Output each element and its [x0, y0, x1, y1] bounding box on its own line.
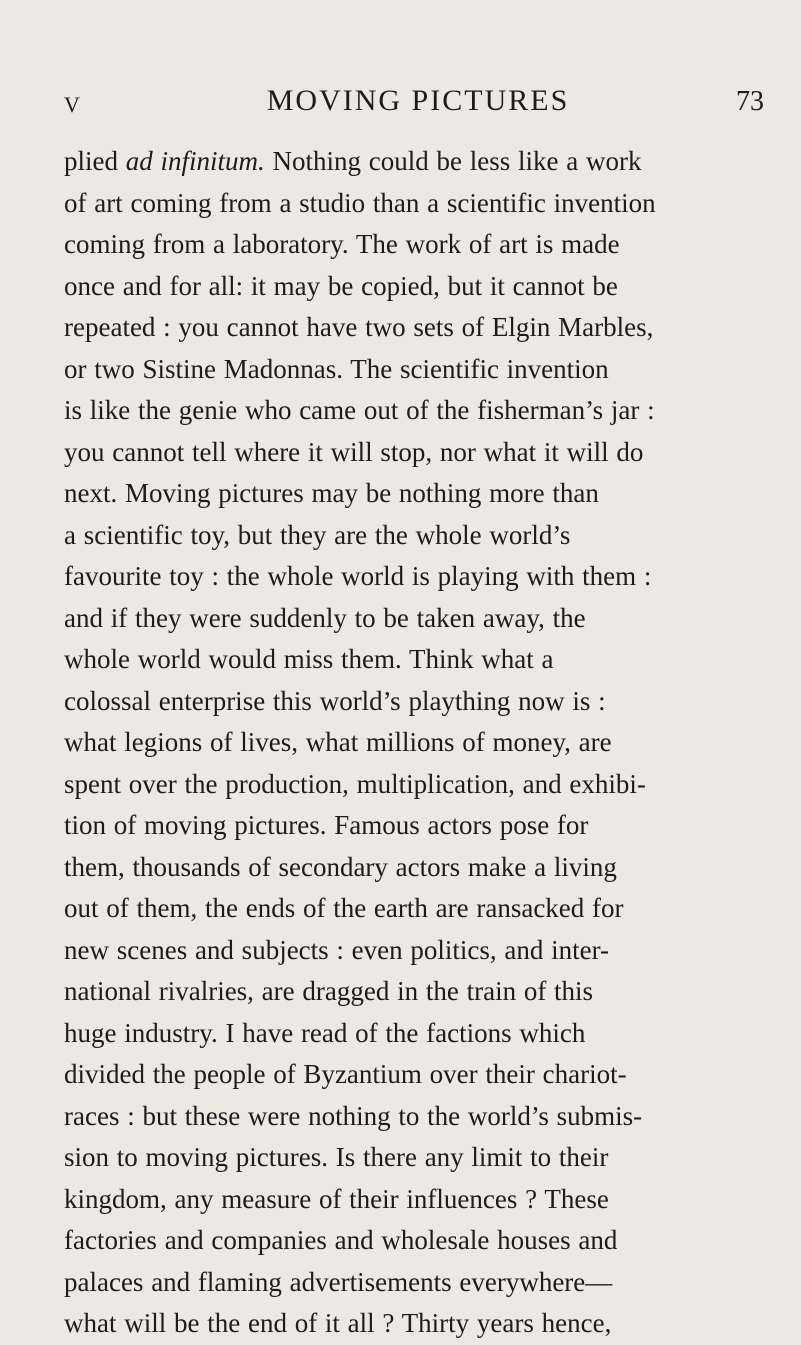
- text-run: plied: [64, 146, 126, 176]
- text-line: is like the genie who came out of the fisherman’s jar :: [64, 395, 655, 425]
- page-number: 73: [736, 86, 764, 117]
- text-line: factories and companies and wholesale houses and: [64, 1225, 618, 1255]
- text-line: what legions of lives, what millions of money, are: [64, 727, 612, 757]
- text-line: them, thousands of secondary actors make a living: [64, 851, 617, 882]
- text-line: colossal enterprise this world’s plaything now is :: [64, 685, 606, 716]
- text-line: sion to moving pictures. Is there any limit to their: [64, 1142, 609, 1172]
- text-line: you cannot tell where it will stop, nor what it will do: [64, 436, 644, 467]
- text-line: out of them, the ends of the earth are ransacked for: [64, 893, 624, 923]
- text-line: what will be the end of it all ? Thirty years hence,: [64, 1308, 612, 1338]
- chapter-numeral: V: [64, 92, 81, 117]
- text-line: races : but these were nothing to the world’s submis-: [64, 1100, 643, 1131]
- text-line: of art coming from a studio than a scientific invention: [64, 187, 656, 218]
- running-title: MOVING PICTURES: [266, 84, 570, 117]
- running-head: [64, 84, 772, 124]
- text-line: tion of moving pictures. Famous actors pose for: [64, 810, 589, 840]
- text-line: coming from a laboratory. The work of art is made: [64, 229, 620, 259]
- text-line: new scenes and subjects : even politics, and inter-: [64, 934, 610, 965]
- text-line: or two Sistine Madonnas. The scientific invention: [64, 353, 609, 384]
- text-line: a scientific toy, but they are the whole world’s: [64, 519, 571, 550]
- italic-phrase: ad infinitum.: [125, 146, 265, 176]
- text-line: repeated : you cannot have two sets of Elgin Marbles,: [64, 312, 654, 342]
- text-line: divided the people of Byzantium over their chariot-: [64, 1059, 627, 1089]
- text-line: [64, 141, 784, 183]
- text-line: national rivalries, are dragged in the train of this: [64, 976, 594, 1006]
- text-line: spent over the production, multiplication, and exhibi-: [64, 768, 646, 799]
- text-line: once and for all: it may be copied, but it cannot be: [64, 270, 618, 301]
- text-line: huge industry. I have read of the factions which: [64, 1017, 586, 1048]
- text-line: favourite toy : the whole world is playing with them :: [64, 561, 652, 591]
- text-line: and if they were suddenly to be taken away, the: [64, 602, 586, 633]
- text-line: whole world would miss them. Think what a: [64, 644, 554, 674]
- text-line: kingdom, any measure of their influences ? These: [64, 1183, 609, 1214]
- text-line: palaces and flaming advertisements everywhere—: [64, 1266, 613, 1297]
- body-text: [64, 141, 784, 1345]
- text-line: next. Moving pictures may be nothing more than: [64, 478, 599, 508]
- text-run: Nothing could be less like a work: [264, 146, 642, 176]
